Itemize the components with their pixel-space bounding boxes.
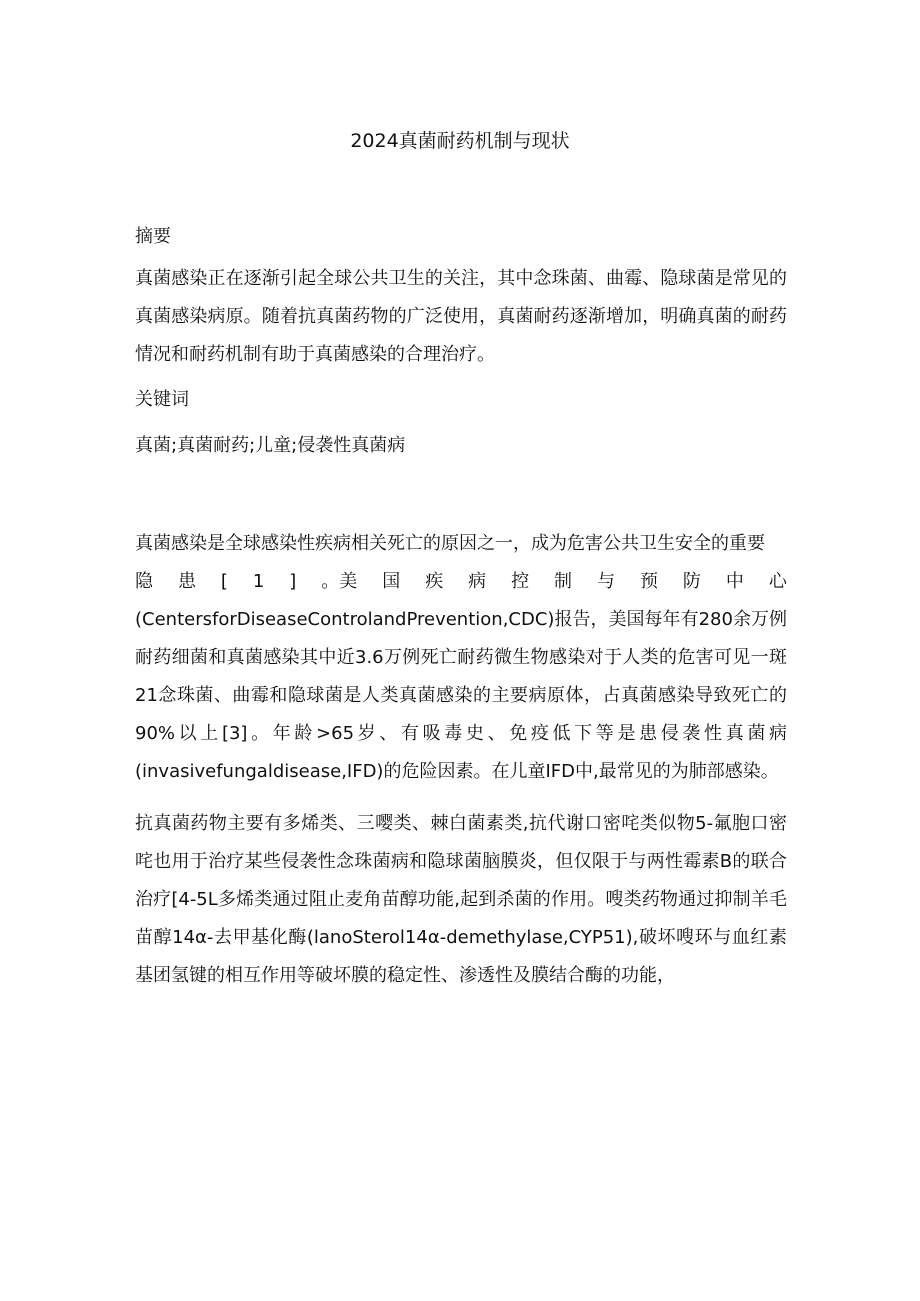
paragraph-1-spaced-line: [135, 563, 787, 601]
abstract-text: 真菌感染正在逐渐引起全球公共卫生的关注，其中念珠菌、曲霉、隐球菌是常见的真菌感染病原。随着抗真菌药物的广泛使用，真菌耐药逐渐增加，明确真菌的耐药情况和耐药机制有助于真菌感染的合理治疗。: [135, 268, 787, 365]
keywords-text: 真菌;真菌耐药;儿童;侵袭性真菌病: [135, 435, 406, 456]
spaced-char: 中: [725, 571, 744, 592]
spaced-char: 。美: [321, 571, 358, 592]
document-title: 2024真菌耐药机制与现状: [350, 130, 570, 152]
spaced-char: 隐: [135, 571, 153, 592]
spaced-char: 1: [252, 571, 265, 592]
spaced-char: 患: [177, 571, 196, 592]
spaced-char: 控: [511, 571, 530, 592]
paragraph-1-rest: (CentersforDiseaseControlandPrevention,CDC)报告，美国每年有280余万例耐药细菌和真菌感染其中近3.6万例死亡耐药微生物感染对于人类的危害可见一斑21念珠菌、曲霉和隐球菌是人类真菌感染的主要病原体，占真菌感染导致死亡的90%以上[3]。年龄>65岁、有吸毒史、免疫低下等是患侵袭性真菌病(invasivefungaldisease,IFD)的危险因素。在儿童IFD中,最常见的为肺部感染。: [135, 609, 787, 782]
spaced-char: 心: [768, 571, 787, 592]
spaced-char: 预: [639, 571, 658, 592]
spaced-char: 病: [468, 571, 487, 592]
spaced-char: ]: [289, 571, 297, 592]
abstract-label: 摘要: [135, 226, 171, 247]
paragraph-2: 抗真菌药物主要有多烯类、三嘤类、棘白菌素类,抗代谢口密咤类似物5-氟胞口密咤也用于治疗某些侵袭性念珠菌病和隐球菌脑膜炎，但仅限于与两性霉素B的联合治疗[4-5L多烯类通过阻止麦角苗醇功能,起到杀菌的作用。嗖类药物通过抑制羊毛苗醇14α-去甲基化酶(lanoSterol14α-demethylase,CYP51),破坏嗖环与血红素基团氢键的相互作用等破坏膜的稳定性、渗透性及膜结合酶的功能，: [135, 813, 787, 986]
spaced-char: 制: [554, 571, 573, 592]
document-body: [135, 222, 787, 995]
spaced-char: [: [220, 571, 228, 592]
spaced-char: 疾: [425, 571, 444, 592]
keywords-label: 关键词: [135, 389, 189, 410]
spaced-char: 与: [597, 571, 615, 592]
spaced-char: 防: [682, 571, 701, 592]
spaced-char: 国: [382, 571, 401, 592]
paragraph-1-line-1: 真菌感染是全球感染性疾病相关死亡的原因之一，成为危害公共卫生安全的重要: [135, 533, 765, 554]
